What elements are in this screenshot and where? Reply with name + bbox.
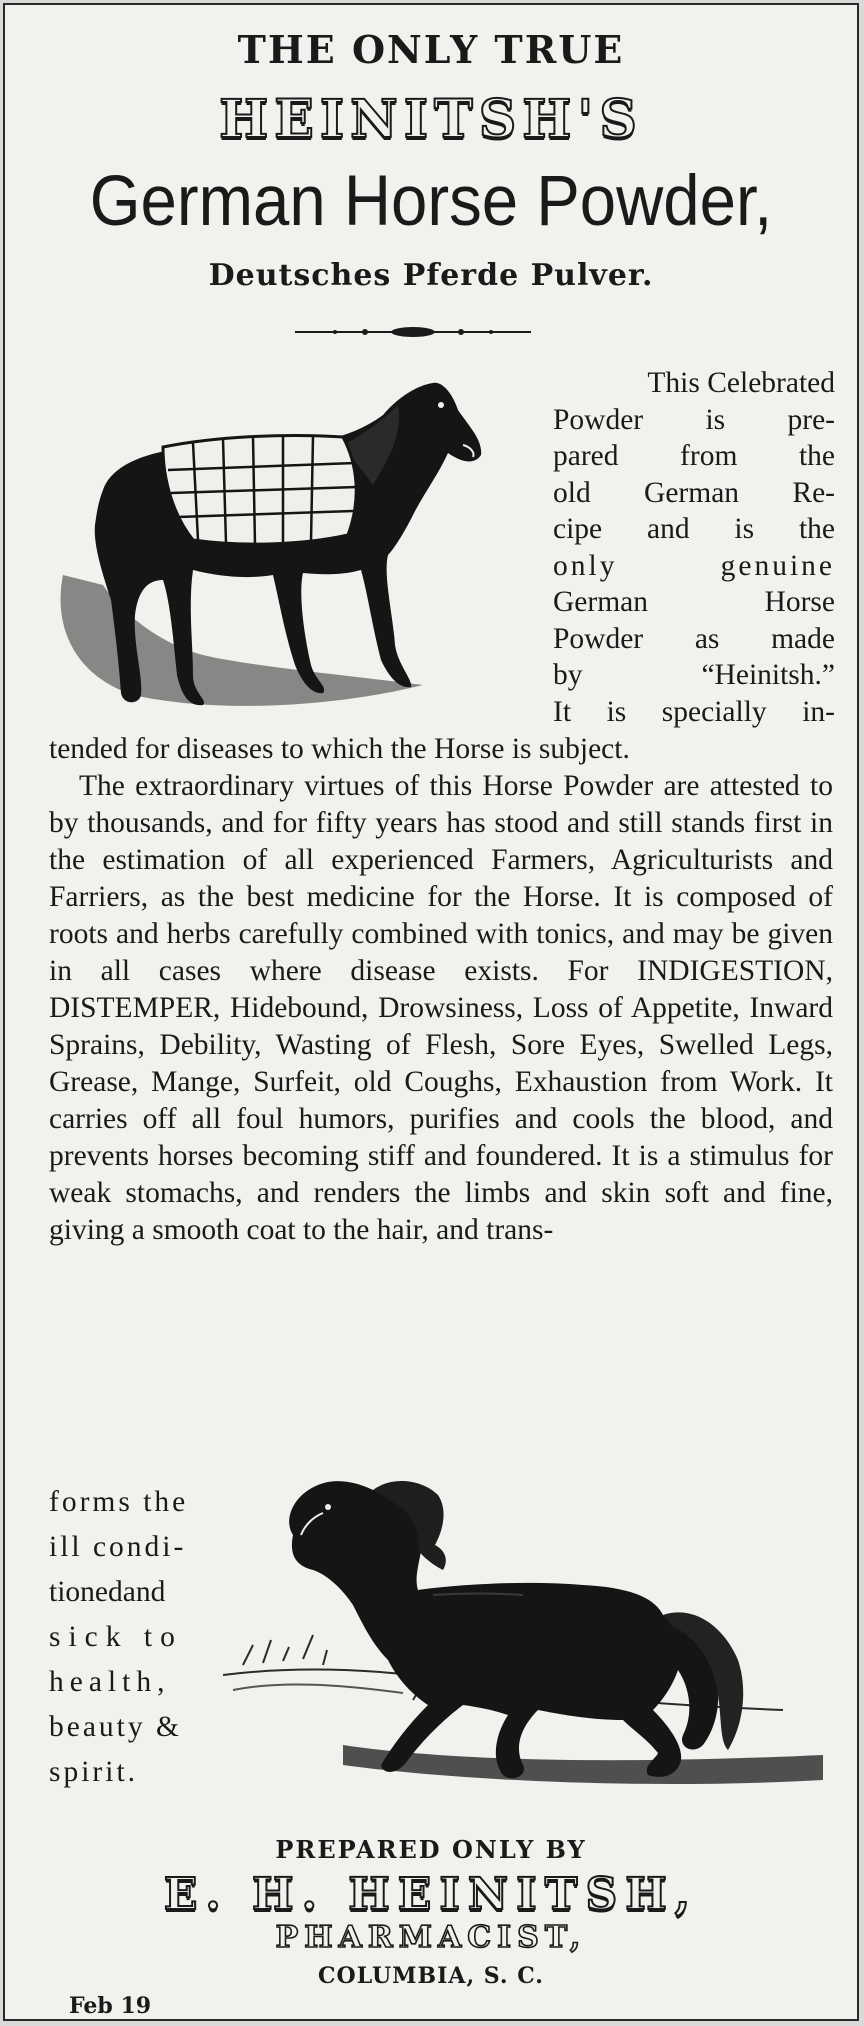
- closing-line: sick to: [49, 1621, 183, 1653]
- closing-line: spirit.: [49, 1756, 139, 1788]
- intro-line: by “Heinitsh.”: [553, 659, 835, 691]
- intro-line: old German Re-: [553, 476, 835, 509]
- date-mark: Feb 19: [69, 1993, 152, 2019]
- running-horse-icon: [223, 1475, 823, 1825]
- intro-line: pared from the: [553, 440, 835, 472]
- intro-line: This Celebrated: [647, 367, 835, 399]
- body-column: [49, 731, 833, 1249]
- closing-line: ill condi-: [49, 1531, 187, 1563]
- headline-only-true: THE ONLY TRUE: [237, 27, 625, 72]
- location: COLUMBIA, S. C.: [318, 1963, 544, 1989]
- german-subtitle: Deutsches Pferde Pulver.: [208, 258, 654, 293]
- maker-name: E. H. HEINITSH,: [163, 1869, 699, 1920]
- prepared-only-by: PREPARED ONLY BY: [275, 1835, 587, 1864]
- blanketed-horse-icon: [43, 375, 553, 725]
- paragraph-virtues: The extraordinary virtues of this Horse Powder are attested to by thousands, and for fifty years has stood and still stands first in the estimation of all experienced Farmers, Agriculturists and Farriers, as the best medicine for the Horse. It is composed of roots and herbs carefully combined with tonics, and may be given in all cases where disease exists. For INDIGESTION, DISTEMPER, Hidebound, Drowsiness, Loss of Appetite, Inward Sprains, Debility, Wasting of Flesh, Sore Eyes, Swelled Legs, Grease, Mange, Surfeit, old Coughs, Exhaustion from Work. It carries off all foul humors, purifies and cools the blood, and prevents horses becoming stiff and foundered. It is a stimulus for weak stomachs, and renders the limbs and skin soft and fine, giving a smooth coat to the hair, and trans-: [49, 770, 833, 1246]
- closing-line: health,: [49, 1666, 171, 1698]
- advertisement: [3, 3, 859, 2021]
- intro-line: cipe and is the: [553, 513, 835, 545]
- intro-line: only genuine: [553, 549, 835, 582]
- intro-side-column: [553, 365, 835, 730]
- intro-line: Powder as made: [553, 622, 835, 655]
- product-title: German Horse Powder,: [89, 162, 773, 241]
- pharmacist-title: PHARMACIST,: [275, 1920, 587, 1955]
- brand-title: HEINITSH'S: [219, 89, 643, 150]
- intro-line: Powder is pre-: [553, 403, 835, 436]
- closing-line: forms the: [49, 1486, 189, 1518]
- closing-line: tionedand: [49, 1576, 166, 1608]
- closing-column: [49, 1480, 219, 1795]
- intro-line: It is specially in-: [553, 695, 835, 728]
- closing-line: beauty &: [49, 1711, 182, 1743]
- intro-continued: tended for diseases to which the Horse is subject.: [49, 733, 630, 765]
- intro-line: German Horse: [553, 586, 835, 618]
- ornamental-rule: [295, 323, 531, 341]
